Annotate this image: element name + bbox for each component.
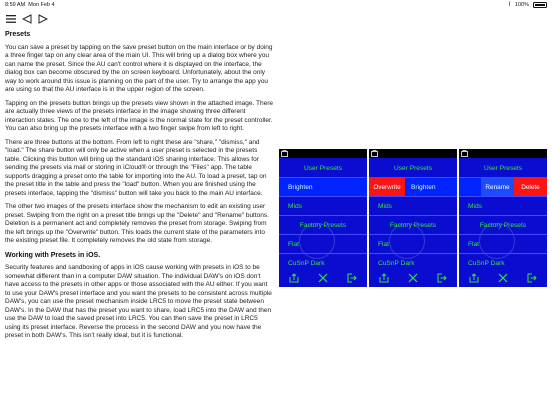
paragraph: There are three buttons at the bottom. From left to right these are "share," "dismiss," and "load." The share button will only be active when a user preset is selected in the presets table. Clicking this button will bring up the standard iOS sharing interface. This allows for sending the presets via mail or storing in iCloud® or through the "Files" app. The table supports dragging a preset onto the table for importing into the AU. To load a preset, tap on the preset title in the table and press the "load" button. When you are finished using the presets interface, tapping the "dismiss" button will take you back to the main AU interface.: [5, 138, 267, 197]
status-right: [508, 0, 547, 10]
share-icon[interactable]: [377, 271, 391, 285]
presets-panel-rename-delete: [459, 149, 547, 287]
load-icon[interactable]: [345, 271, 359, 285]
preset-row-cusnp-dark[interactable]: CuSnP Dark: [378, 259, 415, 267]
heading-presets: Presets: [5, 31, 31, 38]
section-user-presets: User Presets: [393, 164, 433, 172]
status-time-date: 8:59 AM Mon Feb 4: [5, 2, 55, 8]
preset-row-brighten[interactable]: Overwrite Brighten: [369, 178, 457, 196]
presets-screenshot: [279, 149, 548, 287]
panel-bottom-bar: [369, 269, 457, 287]
battery-percentage: 100%: [514, 2, 529, 8]
battery-icon: [533, 2, 547, 8]
preset-row-flat[interactable]: Flat: [288, 240, 299, 248]
panel-bottom-bar: [459, 269, 547, 287]
preset-row-mids[interactable]: Mids: [468, 202, 482, 210]
presets-panel-overwrite: [369, 149, 457, 287]
preset-row-flat[interactable]: Flat: [378, 240, 389, 248]
preset-row-cusnp-dark[interactable]: CuSnP Dark: [288, 259, 325, 267]
dismiss-icon[interactable]: [406, 271, 420, 285]
preset-file-icon: [461, 150, 468, 157]
delete-button[interactable]: Delete: [514, 178, 547, 196]
share-icon[interactable]: [287, 271, 301, 285]
panel-bottom-bar: [279, 269, 367, 287]
preset-file-icon: [281, 150, 288, 157]
share-icon[interactable]: [467, 271, 481, 285]
section-factory-presets: Factory Presets: [299, 221, 347, 229]
preset-row-brighten[interactable]: Brighten: [279, 178, 367, 196]
overwrite-button[interactable]: Overwrite: [369, 178, 405, 196]
preset-file-icon: [371, 150, 378, 157]
heading-working-with-presets: Working with Presets in iOS.: [5, 251, 101, 259]
back-triangle-icon[interactable]: [20, 12, 34, 26]
section-user-presets: User Presets: [303, 164, 343, 172]
paragraph: Tapping on the presets button brings up the presets view shown in the attached image. There are actually three views of the presets interface in the image showing three different interaction states. The one to the left of the image is the normal state for the preset controller. You can also bring up the presets interface with a two finger swipe from left to right.: [5, 99, 273, 132]
load-icon[interactable]: [525, 271, 539, 285]
preset-row-mids[interactable]: Mids: [288, 202, 302, 210]
presets-panel-normal: [279, 149, 367, 287]
dismiss-icon[interactable]: [316, 271, 330, 285]
toolbar: [0, 11, 552, 27]
paragraph: The other two images of the presets interface show the mechanism to edit an existing user preset. Swiping from the right on a preset title brings up the "Delete" and "Rename" buttons. Deletion is a permanent act and completely removes the preset from storage. Swiping from the left brings up the "Overwrite" button. This loads the current state of the parameters into the existing preset file. It completely removes the old state from storage.: [5, 203, 269, 244]
paragraph: You can save a preset by tapping on the save preset button on the main interface or by doing a three finger tap on any clear area of the main UI. This will bring up a dialog box where you can name the preset. Since the AU can't control where it is displayed on the interface, the dialog box can become obscured by the on screen keyboard. Unfortunately, about the only way to work around this issue is planning on the part of the user. Try to arrange the app you are using so that the AU interface is in the upper region of the screen.: [5, 43, 273, 93]
section-user-presets: User Presets: [483, 164, 523, 172]
list-icon[interactable]: [4, 12, 18, 26]
preset-row-mids[interactable]: Mids: [378, 202, 392, 210]
preset-row-flat[interactable]: Flat: [468, 240, 479, 248]
preset-row-brighten[interactable]: [459, 178, 547, 196]
section-factory-presets: Factory Presets: [479, 221, 527, 229]
wifi-icon: ⌇: [507, 2, 511, 8]
preset-row-cusnp-dark[interactable]: CuSnP Dark: [468, 259, 505, 267]
panel-header: [279, 149, 367, 158]
rename-button[interactable]: Rename: [481, 178, 514, 196]
panel-header: [369, 149, 457, 158]
section-factory-presets: Factory Presets: [389, 221, 437, 229]
forward-triangle-icon[interactable]: [36, 12, 50, 26]
load-icon[interactable]: [435, 271, 449, 285]
dismiss-icon[interactable]: [496, 271, 510, 285]
paragraph: Security features and sandboxing of apps in iOS cause working with presets in iOS to be somewhat different than in a computer DAW situation. The individual DAW's on iOS don't have access to the presets in other apps or those associated with the AU either. If you want to use your DAW's preset interface and you want the presets to be consistent across multiple DAW's, you can use the preset mechanism inside LRC5 to move the preset state between DAW's. In the DAW that has the preset you want to share, load LRC5 into the DAW and then use the DAW to load the saved preset into LRC5. You can then save the preset in LRC5 using its preset interface. Reverse the process in the second DAW and you now have the preset in both DAW's. This isn't really ideal, but it is functional.: [5, 264, 272, 339]
status-bar: [0, 0, 552, 10]
documentation-text: [5, 30, 273, 346]
panel-header: [459, 149, 547, 158]
